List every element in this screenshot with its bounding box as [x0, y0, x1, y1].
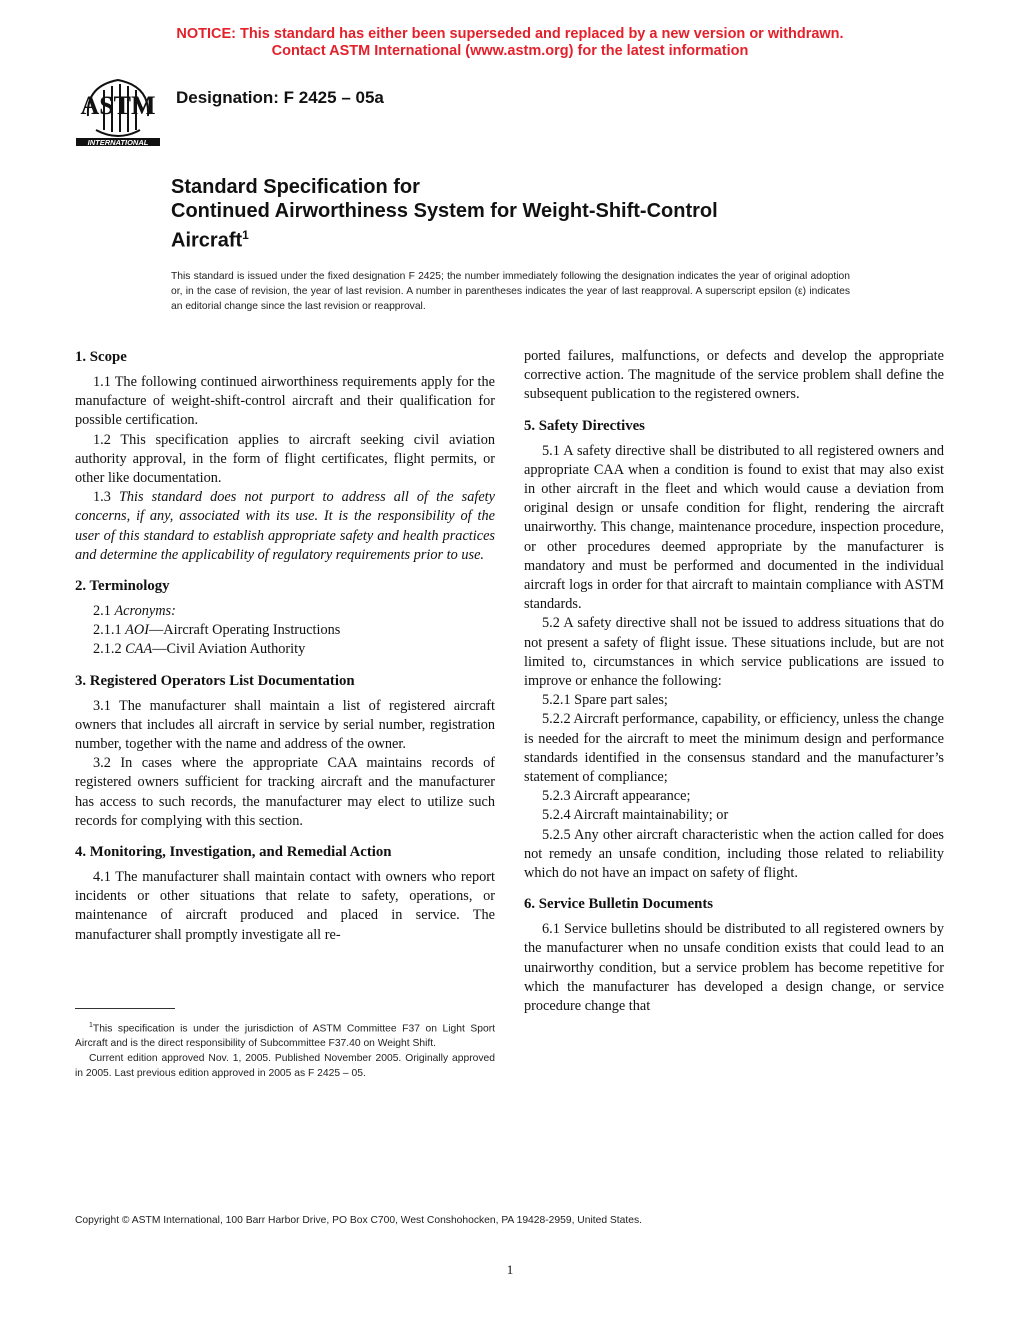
para-4-1-continued: ported failures, malfunctions, or defects and develop the appropriate corrective action. The magnitude of the service problem shall define the subsequent publication to the registered owners. [524, 348, 944, 403]
astm-logo [74, 72, 162, 150]
section-5-heading: 5. Safety Directives [524, 417, 645, 434]
svg-text:ASTM: ASTM [80, 91, 156, 120]
section-6-heading: 6. Service Bulletin Documents [524, 896, 714, 913]
para-5-2-4: 5.2.4 Aircraft maintainability; or [542, 807, 729, 824]
copyright-line: Copyright © ASTM International, 100 Barr Harbor Drive, PO Box C700, West Conshohocken, PA 19428-2959, United States. [75, 1215, 642, 1226]
section-4-heading: 4. Monitoring, Investigation, and Remedial Action [75, 844, 392, 861]
para-1-3: 1.3 This standard does not purport to address all of the safety concerns, if any, associated with its use. It is the responsibility of the user of this standard to establish appropriate safety and health practices and determine the applicability of regulatory requirements prior to use. [75, 489, 495, 563]
para-5-2: 5.2 A safety directive shall not be issued to address situations that do not present a safety of flight issue. These situations include, but are not limited to, circumstances in which service publications are issued to improve or enhance the following: [524, 615, 944, 690]
para-4-1: 4.1 The manufacturer shall maintain contact with owners who report incidents or other situations that relate to safety, operations, or maintenance of aircraft produced and placed in service. The manufacturer shall promptly investigate all re- [75, 869, 495, 943]
para-3-2: 3.2 In cases where the appropriate CAA maintains records of registered owners sufficient for tracking aircraft and the manufacturer has access to such records, the manufacturer may elect to utilize such records for complying with this section. [75, 755, 495, 829]
title-line-1: Standard Specification for [171, 176, 420, 198]
para-1-2: 1.2 This specification applies to aircraft seeking civil aviation authority approval, in the form of flight certificates, flight permits, or other like documentation. [75, 431, 495, 487]
footnote-2: Current edition approved Nov. 1, 2005. Published November 2005. Originally approved in 2005. Last previous edition approved in 2005 as F 2425 – 05. [75, 1053, 495, 1080]
footnote-1: $^1$This specification is under the jurisdiction of ASTM Committee F37 on Light Sport Aircraft and is the direct responsibility of Subcommittee F37.40 on Weight Shift. [75, 1022, 495, 1050]
para-1-1: 1.1 The following continued airworthiness requirements apply for the manufacture of weight-shift-control aircraft and their qualification for possible certification. [75, 374, 495, 429]
para-2-1: 2.1 Acronyms: [93, 603, 176, 620]
para-5-2-1: 5.2.1 Spare part sales; [542, 692, 668, 709]
section-2-heading: 2. Terminology [75, 578, 170, 595]
title-line-2: Continued Airworthiness System for Weight-Shift-Control [171, 200, 718, 222]
left-column [75, 347, 495, 945]
title-line-3: Aircraft$^1$ [171, 228, 249, 252]
notice-line-2: Contact ASTM International (www.astm.org) for the latest information [271, 43, 749, 59]
para-5-1: 5.1 A safety directive shall be distributed to all registered owners and appropriate CAA when a condition is found to exist that may also exist in other aircraft in the fleet and which would cause a deviation from original design or unsafe condition for flight, rendering the aircraft unairworthy. This change, maintenance procedure, inspection procedure, or other procedures deemed appropriate by the manufacturer is mandatory and must be performed and documented in the individual aircraft logs in order for that aircraft to maintain compliance with ASTM standards. [524, 442, 944, 613]
title-footnote-mark: 1 [242, 228, 249, 242]
para-2-1-2: 2.1.2 CAA—Civil Aviation Authority [93, 641, 306, 658]
para-2-1-1: 2.1.1 AOI—Aircraft Operating Instructions [93, 622, 341, 639]
para-5-2-5: 5.2.5 Any other aircraft characteristic when the action called for does not remedy an unsafe condition, including those related to reliability which do not have an impact on safety of flight. [524, 826, 944, 882]
footnotes [75, 1018, 495, 1081]
page-number: 1 [506, 1262, 514, 1277]
para-5-2-2: 5.2.2 Aircraft performance, capability, or efficiency, unless the change is needed for the aircraft to meet the minimum design and performance standards identified in the consensus standard and the manufacturer’s statement of compliance; [524, 711, 944, 786]
section-3-heading: 3. Registered Operators List Documentation [75, 672, 355, 689]
supersede-notice [0, 26, 1020, 60]
document-title [171, 175, 871, 253]
section-1-heading: 1. Scope [75, 349, 127, 365]
para-5-2-3: 5.2.3 Aircraft appearance; [542, 788, 691, 805]
svg-text:INTERNATIONAL: INTERNATIONAL [87, 138, 149, 147]
designation: Designation: F 2425 – 05a [176, 88, 384, 107]
footnote-rule [75, 1008, 175, 1009]
issued-note: This standard is issued under the fixed designation F 2425; the number immediately following the designation indicates the year of original adoption or, in the case of revision, the year of last revision. A number in parentheses indicates the year of last reapproval. A superscript epsilon (ε) indicates an editorial change since the last revision or reapproval. [171, 271, 850, 312]
right-column [524, 347, 944, 1016]
para-6-1: 6.1 Service bulletins should be distributed to all registered owners by the manufacturer when no unsafe condition exists that could lead to an unairworthy condition, but a service problem has become repetitive for which the manufacturer has developed a design change, or service procedure change that [524, 921, 944, 1015]
para-3-1: 3.1 The manufacturer shall maintain a list of registered aircraft owners that includes all aircraft in service by serial number, registration number, together with the name and address of the owner. [75, 697, 495, 753]
notice-line-1: NOTICE: This standard has either been superseded and replaced by a new version or withdrawn. [176, 26, 844, 42]
